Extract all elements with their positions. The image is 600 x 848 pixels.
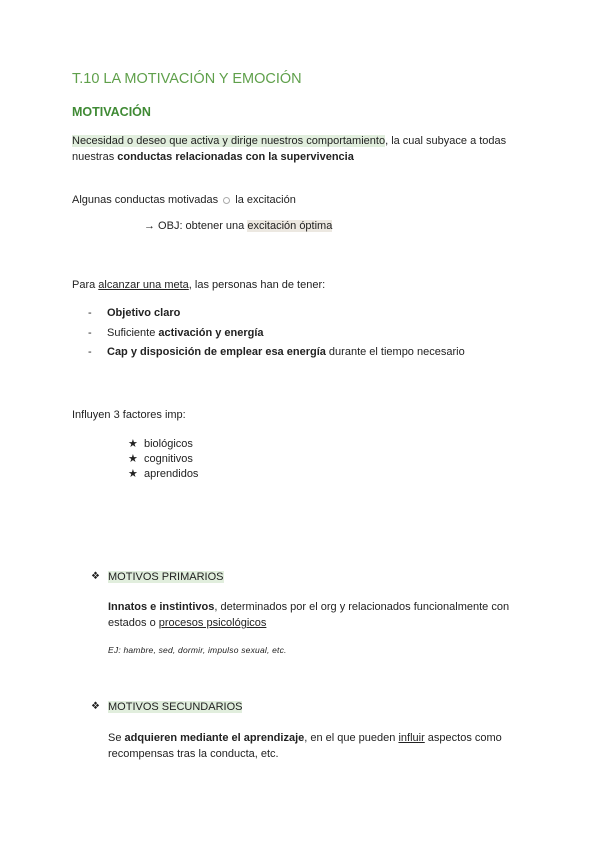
primarios-line2-prefix: estados o — [108, 617, 159, 629]
arousal-prefix: Algunas conductas motivadas — [72, 194, 219, 206]
arousal-line — [72, 194, 296, 206]
dash-icon: - — [88, 326, 92, 339]
definition-paragraph — [72, 133, 506, 165]
meta-suffix: , las personas han de tener: — [188, 279, 326, 291]
list-item — [128, 437, 328, 452]
dash-icon: - — [88, 346, 92, 358]
primarios-paragraph — [108, 599, 509, 631]
item-text: durante el tiempo necesario — [325, 346, 465, 358]
secundarios-paragraph — [108, 730, 502, 762]
item-bold: activación y energía — [158, 326, 264, 339]
secundarios-label: MOTIVOS SECUNDARIOS — [108, 701, 243, 713]
secundarios-suffix: aspectos como — [424, 732, 502, 744]
page-title: T.10 LA MOTIVACIÓN Y EMOCIÓN — [72, 71, 302, 87]
factors-intro: Influyen 3 factores imp: — [72, 409, 186, 421]
obj-line — [144, 220, 332, 232]
meta-line — [72, 279, 325, 291]
primarios-example: EJ: hambre, sed, dormir, impulso sexual, etc. — [108, 645, 287, 655]
definition-bold: conductas relacionadas con la supervivencia — [117, 151, 354, 163]
item-bold: Cap y disposición de emplear esa energía — [107, 346, 326, 358]
star-icon: ★ — [128, 468, 138, 480]
circle-icon — [223, 197, 230, 204]
meta-underlined: alcanzar una meta — [98, 279, 189, 291]
diamond-bullet-icon: ❖ — [91, 571, 100, 582]
definition-line2-prefix: nuestras — [72, 151, 118, 163]
diamond-bullet-icon: ❖ — [91, 701, 100, 712]
primarios-underlined: procesos psicológicos — [158, 617, 267, 629]
secundarios-prefix: Se — [108, 732, 125, 744]
secundarios-underlined: influir — [398, 732, 425, 744]
primarios-label: MOTIVOS PRIMARIOS — [108, 571, 224, 583]
list-item — [128, 452, 328, 467]
list-item — [128, 467, 328, 482]
secundarios-line2: recompensas tras la conducta, etc. — [108, 748, 279, 760]
secundarios-mid: , en el que pueden — [304, 732, 399, 744]
item-bold: Objetivo claro — [107, 307, 181, 319]
obj-prefix: → OBJ: obtener una — [144, 220, 248, 232]
definition-highlight: Necesidad o deseo que activa y dirige nuestros comportamiento — [72, 135, 386, 147]
star-icon: ★ — [128, 453, 138, 465]
primarios-rest: , determinados por el org y relacionados funcionalmente con — [214, 601, 510, 613]
factor-label: aprendidos — [144, 468, 199, 480]
star-icon: ★ — [128, 438, 138, 450]
section-heading: MOTIVACIÓN — [72, 105, 151, 119]
primarios-bold: Innatos e instintivos — [108, 601, 215, 613]
factor-label: cognitivos — [144, 453, 193, 465]
dash-icon: - — [88, 307, 92, 319]
item-text: Suficiente — [107, 326, 159, 339]
factor-label: biológicos — [144, 438, 193, 450]
obj-highlight: excitación óptima — [247, 220, 333, 232]
secundarios-bold: adquieren mediante el aprendizaje — [124, 732, 305, 744]
factors-list — [128, 437, 328, 482]
definition-rest: , la cual subyace a todas — [385, 135, 507, 147]
meta-prefix: Para — [72, 279, 99, 291]
arousal-suffix: la excitación — [235, 194, 296, 206]
